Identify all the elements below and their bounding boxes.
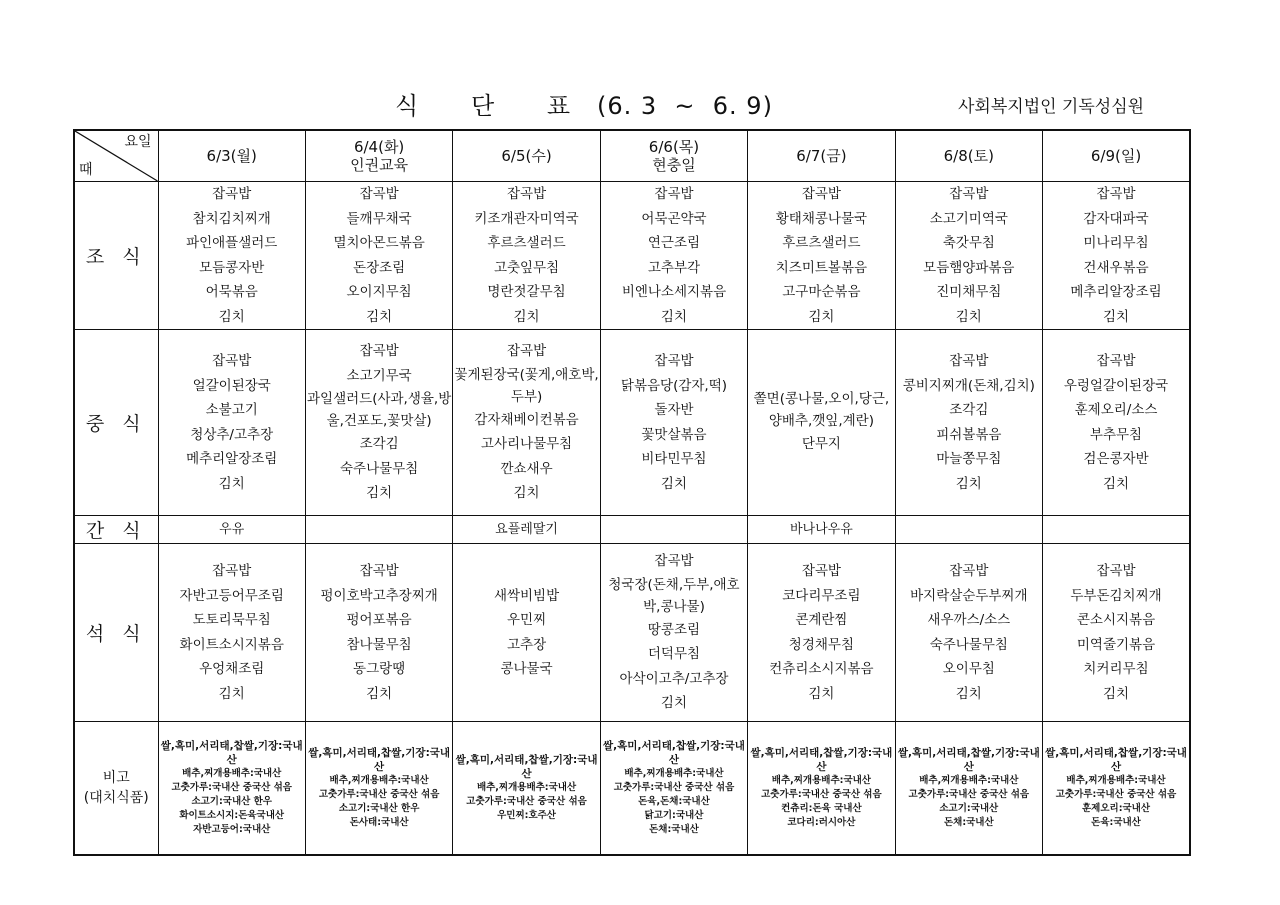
menu-item: 황태채콩나물국	[775, 210, 868, 227]
menu-item: 검은콩자반	[1083, 451, 1149, 467]
menu-item: 잡곡밥	[359, 186, 399, 202]
origin-note: 닭고기:국내산	[644, 809, 704, 821]
menu-item: 미역줄기볶음	[1076, 636, 1156, 653]
origin-note: 돈육:국내산	[1091, 816, 1141, 828]
dinner-cell-day-4	[600, 544, 747, 722]
day-date: 6/5(수)	[501, 147, 552, 165]
meal-label-dinner: 석 식	[74, 544, 158, 722]
origin-note: 화이트소시지:돈육국내산	[179, 809, 285, 821]
menu-item: 청경채무침	[788, 636, 854, 653]
notes-cell-day-7	[1043, 722, 1190, 855]
menu-item: 고추장	[506, 636, 547, 653]
menu-item: 연근조림	[647, 235, 701, 251]
dinner-cell-day-7	[1043, 544, 1190, 722]
menu-item: 아삭이고추/고추장	[619, 670, 729, 687]
menu-item: 새우까스/소스	[927, 612, 1011, 628]
origin-note: 배추,찌개용배추:국내산	[919, 774, 1019, 786]
snack-row	[74, 516, 1190, 544]
menu-item: 김치	[1102, 475, 1130, 492]
menu-item: 더덕무침	[647, 646, 701, 663]
menu-item: 김치	[955, 685, 982, 702]
menu-item: 콘소시지볶음	[1076, 612, 1156, 628]
origin-note: 돈육,돈채:국내산	[638, 795, 710, 807]
menu-item: 콘계란찜	[795, 612, 848, 628]
menu-item: 부추무침	[1089, 426, 1143, 443]
breakfast-cell-day-2	[305, 182, 452, 330]
menu-item: 꽃게된장국(꽃게,애호박,두부)	[454, 366, 599, 405]
breakfast-cell-day-7	[1043, 182, 1190, 330]
menu-item: 잡곡밥	[212, 563, 252, 579]
origin-note: 고춧가루:국내산 중국산 섞음	[908, 788, 1030, 800]
menu-item: 참나물무침	[346, 636, 412, 653]
notes-cell-day-3	[453, 722, 600, 855]
lunch-cell-day-5	[748, 330, 895, 516]
menu-item: 잡곡밥	[1096, 186, 1136, 202]
menu-item: 김치	[366, 308, 393, 325]
origin-note: 배추,찌개용배추:국내산	[771, 774, 871, 786]
day-date: 6/9(일)	[1090, 147, 1142, 165]
menu-item: 고춧잎무침	[493, 259, 560, 276]
dinner-cell-day-2	[305, 544, 452, 722]
breakfast-cell-day-1	[158, 182, 305, 330]
menu-item: 피쉬볼볶음	[936, 426, 1002, 443]
organization-name: 사회복지법인 기독성심원	[958, 97, 1145, 117]
menu-item: 두부돈김치찌개	[1070, 587, 1162, 604]
breakfast-cell-day-4	[600, 182, 747, 330]
origin-note: 자반고등어:국내산	[193, 823, 271, 835]
menu-item: 돌자반	[654, 402, 694, 418]
menu-item: 잡곡밥	[212, 186, 252, 202]
menu-item: 닭볶음당(감자,떡)	[620, 377, 728, 394]
notes-cell-day-5	[748, 722, 895, 855]
menu-item: 키조개관자미역국	[474, 210, 579, 227]
menu-item: 김치	[660, 475, 688, 492]
snack-cell-day-7	[1043, 516, 1190, 544]
day-date: 6/8(토)	[943, 147, 994, 165]
day-header-6	[895, 130, 1042, 182]
menu-item: 비엔나소세지볶음	[621, 284, 727, 300]
dinner-cell-day-5	[748, 544, 895, 722]
menu-item: 파인애플샐러드	[186, 235, 278, 251]
menu-item: 명란젓갈무침	[487, 284, 566, 300]
menu-item: 모듬콩자반	[199, 259, 265, 276]
snack-cell-day-6	[895, 516, 1042, 544]
menu-item: 숙주나물무침	[929, 636, 1008, 653]
menu-item: 자반고등어무조림	[179, 587, 284, 604]
menu-item: 잡곡밥	[212, 353, 252, 369]
origin-note: 소고기:국내산 한우	[338, 802, 420, 814]
menu-item: 펑이호박고추장찌개	[320, 587, 438, 604]
menu-item: 잡곡밥	[359, 563, 399, 579]
menu-item: 새싹비빔밥	[493, 587, 560, 604]
menu-item: 펑어포볶음	[346, 612, 412, 628]
origin-note: 돈사태:국내산	[349, 816, 409, 828]
menu-item: 김치	[513, 308, 540, 325]
menu-item: 돈장조림	[353, 259, 406, 276]
origin-note: 소고기:국내산 한우	[191, 795, 272, 807]
day-date: 6/6(목)	[648, 138, 700, 156]
menu-item: 바지락살순두부찌개	[910, 587, 1028, 604]
menu-item: 잡곡밥	[801, 563, 841, 579]
snack-cell-day-1: 우유	[158, 516, 305, 544]
menu-item: 잡곡밥	[1096, 353, 1136, 369]
origin-note: 우민찌:호주산	[497, 809, 556, 821]
menu-item: 얼갈이된장국	[192, 377, 271, 394]
menu-item: 소불고기	[205, 402, 258, 418]
notes-label: 비고	[102, 769, 130, 786]
menu-item: 땅콩조림	[647, 621, 701, 638]
menu-item: 김치	[660, 308, 688, 325]
page-title: 식 단 표 (6. 3 ~ 6. 9)	[395, 92, 773, 120]
menu-item: 고추부각	[647, 259, 701, 276]
menu-item: 잡곡밥	[949, 563, 989, 579]
corner-time-label: 때	[79, 162, 93, 178]
origin-note: 쌀,흑미,서리태,찹쌀,기장:국내산	[1045, 746, 1187, 773]
menu-item: 어묵곤약국	[641, 210, 707, 227]
menu-item: 후르츠샐러드	[487, 235, 566, 251]
origin-note: 컨츄리:돈육 국내산	[781, 802, 862, 814]
origin-note: 고춧가루:국내산 중국산 섞음	[171, 781, 292, 793]
origin-note: 고춧가루:국내산 중국산 섞음	[613, 781, 735, 793]
dinner-row	[74, 544, 1190, 722]
menu-item: 고사리나물무침	[480, 436, 573, 453]
meal-label-snack: 간 식	[74, 516, 158, 544]
lunch-row	[74, 330, 1190, 516]
menu-item: 컨츄리소시지볶음	[769, 661, 874, 677]
origin-note: 쌀,흑미,서리태,찹쌀,기장:국내산	[603, 739, 745, 766]
menu-item: 소고기무국	[346, 367, 412, 384]
snack-cell-day-3: 요플레딸기	[453, 516, 600, 544]
menu-item: 꽃맛살볶음	[641, 426, 707, 443]
menu-item: 멸치아몬드볶음	[333, 235, 425, 251]
menu-item: 콩나물국	[500, 661, 553, 677]
menu-item: 잡곡밥	[359, 343, 399, 360]
menu-item: 건새우볶음	[1083, 259, 1149, 276]
menu-item: 숙주나물무침	[340, 460, 419, 477]
origin-note: 배추,찌개용배추:국내산	[476, 781, 577, 793]
origin-note: 돈채:국내산	[943, 816, 994, 828]
menu-item: 과일샐러드(사과,생율,방울,건포도,꽃맛살)	[307, 391, 452, 430]
origin-note: 배추,찌개용배추:국내산	[1066, 774, 1166, 786]
origin-note: 코다리:러시아산	[787, 816, 856, 828]
breakfast-cell-day-6	[895, 182, 1042, 330]
origin-note: 훈제오리:국내산	[1081, 802, 1151, 814]
menu-item: 치즈미트볼볶음	[775, 259, 868, 276]
menu-item: 축갓무침	[942, 235, 995, 251]
menu-item: 모듬햄양파볶음	[923, 259, 1015, 276]
day-note: 인권교육	[350, 156, 409, 174]
menu-item: 잡곡밥	[1096, 563, 1136, 579]
menu-item: 잡곡밥	[801, 186, 841, 202]
origin-note: 고춧가루:국내산 중국산 섞음	[761, 788, 882, 800]
menu-item: 비타민무침	[641, 451, 707, 467]
origin-note: 쌀,흑미,서리태,찹쌀,기장:국내산	[897, 746, 1040, 773]
menu-item: 치커리무침	[1083, 661, 1149, 677]
menu-item: 우렁얼갈이된장국	[1063, 377, 1169, 394]
menu-item: 잡곡밥	[949, 353, 989, 369]
day-date: 6/3(월)	[206, 147, 257, 165]
day-header-7	[1043, 130, 1190, 182]
corner-cell	[74, 130, 158, 182]
menu-item: 진미채무침	[936, 284, 1002, 300]
menu-item: 오이지무침	[346, 284, 412, 300]
day-note: 현충일	[652, 156, 696, 174]
menu-item: 김치	[955, 308, 982, 325]
lunch-cell-day-4	[600, 330, 747, 516]
menu-item: 김치	[1102, 685, 1130, 702]
notes-cell-day-6	[895, 722, 1042, 855]
menu-item: 고구마순볶음	[782, 284, 861, 300]
menu-item: 쫄면(콩나물,오이,당근,양배추,깻잎,계란)	[753, 391, 890, 430]
notes-cell-day-4	[600, 722, 747, 855]
menu-item: 우엉채조림	[199, 661, 265, 677]
origin-note: 배추,찌개용배추:국내산	[329, 774, 429, 786]
lunch-cell-day-3	[453, 330, 600, 516]
menu-item: 김치	[660, 695, 688, 712]
menu-item: 메추리알장조림	[1070, 284, 1162, 300]
menu-item: 코다리무조림	[782, 587, 861, 604]
menu-item: 김치	[808, 308, 835, 325]
dinner-cell-day-1	[158, 544, 305, 722]
menu-item: 훈제오리/소스	[1074, 402, 1158, 418]
day-header-3	[453, 130, 600, 182]
menu-item: 김치	[218, 308, 245, 325]
day-date: 6/4(화)	[353, 138, 405, 156]
breakfast-cell-day-5	[748, 182, 895, 330]
snack-cell-day-5: 바나나우유	[748, 516, 895, 544]
dinner-cell-day-3	[453, 544, 600, 722]
menu-item: 화이트소시지볶음	[179, 636, 284, 653]
menu-item: 김치	[218, 475, 245, 492]
menu-item: 잡곡밥	[654, 186, 694, 202]
menu-item: 잡곡밥	[949, 186, 989, 202]
menu-item: 단무지	[801, 436, 841, 453]
notes-row	[74, 722, 1190, 855]
origin-note: 쌀,흑미,서리태,찹쌀,기장:국내산	[308, 746, 451, 773]
menu-item: 소고기미역국	[929, 210, 1008, 227]
dinner-cell-day-6	[895, 544, 1042, 722]
meal-label-breakfast: 조 식	[74, 182, 158, 330]
menu-item: 참치김치찌개	[192, 210, 271, 227]
origin-note: 고춧가루:국내산 중국산 섞음	[466, 795, 587, 807]
origin-note: 돈채:국내산	[649, 823, 699, 835]
notes-label-cell	[74, 722, 158, 855]
snack-cell-day-2	[305, 516, 452, 544]
menu-item: 청상추/고추장	[190, 426, 274, 443]
origin-note: 쌀,흑미,서리태,찹쌀,기장:국내산	[455, 753, 598, 780]
origin-note: 배추,찌개용배추:국내산	[624, 767, 724, 779]
menu-item: 감자채베이컨볶음	[474, 411, 579, 428]
menu-item: 마늘쫑무침	[936, 451, 1002, 467]
lunch-cell-day-1	[158, 330, 305, 516]
notes-cell-day-2	[305, 722, 452, 855]
menu-item: 김치	[1102, 308, 1130, 325]
origin-note: 고춧가루:국내산 중국산 섞음	[1055, 788, 1177, 800]
menu-item: 어묵볶음	[205, 284, 258, 300]
day-header-4	[600, 130, 747, 182]
origin-note: 배추,찌개용배추:국내산	[182, 767, 282, 779]
menu-item: 오이무침	[942, 661, 995, 677]
notes-sublabel: (대치식품)	[83, 789, 149, 806]
menu-table	[73, 129, 1191, 856]
snack-cell-day-4	[600, 516, 747, 544]
menu-item: 잡곡밥	[654, 553, 694, 570]
menu-item: 잡곡밥	[506, 186, 547, 202]
menu-item: 김치	[366, 485, 393, 502]
breakfast-row	[74, 182, 1190, 330]
menu-item: 메추리알장조림	[186, 451, 278, 467]
origin-note: 쌀,흑미,서리태,찹쌀,기장:국내산	[750, 746, 893, 773]
lunch-cell-day-7	[1043, 330, 1190, 516]
breakfast-cell-day-3	[453, 182, 600, 330]
menu-item: 감자대파국	[1083, 210, 1149, 227]
corner-day-label: 요일	[124, 134, 152, 150]
origin-note: 고춧가루:국내산 중국산 섞음	[318, 788, 440, 800]
menu-item: 도토리묵무침	[192, 612, 271, 628]
menu-item: 김치	[808, 685, 835, 702]
menu-item: 김치	[513, 485, 540, 502]
menu-item: 콩비지찌개(돈채,김치)	[902, 377, 1035, 394]
day-header-1	[158, 130, 305, 182]
menu-item: 동그랑땡	[353, 661, 406, 677]
menu-item: 김치	[366, 685, 393, 702]
origin-note: 소고기:국내산	[939, 802, 999, 814]
menu-item: 깐쇼새우	[500, 460, 553, 477]
menu-item: 잡곡밥	[506, 343, 547, 360]
origin-note: 쌀,흑미,서리태,찹쌀,기장:국내산	[160, 739, 303, 766]
menu-item: 들깨무채국	[346, 210, 412, 227]
menu-item: 우민찌	[506, 612, 547, 628]
notes-cell-day-1	[158, 722, 305, 855]
menu-item: 미나리무침	[1083, 235, 1149, 251]
meal-label-lunch: 중 식	[74, 330, 158, 516]
day-header-2	[305, 130, 452, 182]
menu-item: 청국장(돈채,두부,애호박,콩나물)	[608, 576, 740, 615]
menu-item: 김치	[955, 475, 982, 492]
day-date: 6/7(금)	[796, 147, 847, 165]
lunch-cell-day-6	[895, 330, 1042, 516]
menu-item: 조각김	[949, 402, 989, 418]
menu-item: 김치	[218, 685, 245, 702]
header-row	[74, 130, 1190, 182]
menu-item: 후르츠샐러드	[782, 235, 861, 251]
lunch-cell-day-2	[305, 330, 452, 516]
menu-item: 잡곡밥	[654, 353, 694, 369]
day-header-5	[748, 130, 895, 182]
menu-item: 조각김	[359, 436, 399, 453]
